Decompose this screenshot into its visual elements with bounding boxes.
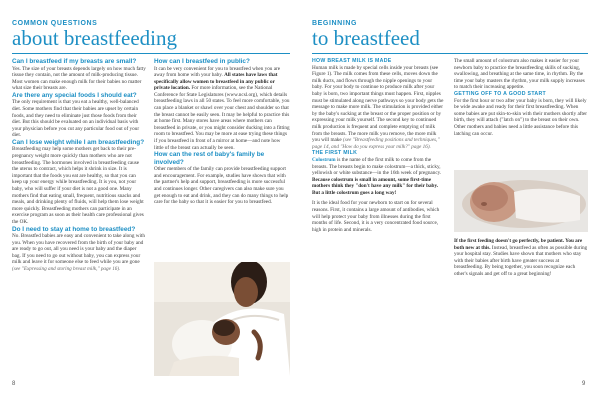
answer-text: The only requirement is that you eat a healthy, well-balanced diet. Some mothers find that their babies are upset by certain foods, and they need to eliminate just those foods from their diet. But this should be evaluated on an individual basis with your physician before you cut any particular food out of your diet. <box>12 99 140 139</box>
body-text: Human milk is made by special cells inside your breasts (see Figure 1). The milk comes from these cells, moves down the milk ducts, and flows through the nipple openings to your baby. For your body to continue to produce milk after your baby is born, two important things must happen. First, nipples must be stimulated along nerve pathways so your body gets the message to make more milk. The stimulation is provided either by the baby's sucking at the breast or the proper position or by expressing your milk yourself. The second key to continued milk production is frequent and complete emptying of milk from the breasts. The more milk you remove, the more milk you will make <box>312 64 444 144</box>
section-heading: THE FIRST MILK <box>312 150 358 157</box>
question-heading: Can I breastfeed if my breasts are small? <box>12 58 137 65</box>
section-heading: HOW BREAST MILK IS MADE <box>312 58 392 64</box>
mother-baby-photo <box>154 262 290 376</box>
left-title: about breastfeeding <box>12 26 178 50</box>
left-page-number: 8 <box>12 381 16 387</box>
emphasis-text: Because colostrum is small in amount, some first-time mothers think they "don't have any milk" for their baby. But a little colostrum goes a long way! <box>312 176 439 196</box>
answer-text: It can be very convenient for you to breastfeed when you are away from home with your baby. <box>154 65 281 79</box>
column-1 <box>12 58 146 376</box>
left-title-rule <box>12 53 290 54</box>
answer-text: Yes. The size of your breasts depends largely on how much fatty tissue they contain, not the amount of milk-producing tissue. Most women can make enough milk for their babies no matter what size their breasts are. <box>12 65 146 92</box>
question-heading: Can I lose weight while I am breastfeeding? <box>12 138 145 146</box>
answer-text: No. Breastfed babies are easy and convenient to take along with you. When you have recovered from the birth of your baby and are ready to go out, all you need is your baby and the diaper bag. If you need to go out without baby, you can express your milk and leave it for someone else to feed while you are gone <box>12 233 145 266</box>
body-text: is the name of the first milk to come from the breasts. The breasts begin to make colostrum—a thick, sticky, yellowish or white substance—in the 16th week of pregnancy. <box>312 156 442 177</box>
column-3 <box>312 58 444 376</box>
right-kicker: BEGINNING <box>312 20 358 27</box>
newborn-illustration <box>454 170 588 232</box>
column-4-tip <box>454 238 588 378</box>
tip-heading: If the first feeding doesn't go perfectly, be patient. You are both new at this. <box>454 238 583 251</box>
answer-text: Other members of the family can provide breastfeeding support and encouragement. For example, studies have shown that with the partner's help and support, breastfeeding is more successful and continues longer. Other caregivers can also make sure you get enough to eat and drink, and they can do many things to help care for the baby so that it is easier for you to breastfeed. <box>154 166 289 206</box>
answer-text: Breastfeeding may help some mothers get back to their pre-pregnancy weight more quickly than mothers who are not breastfeeding. The hormones involved in breastfeeding cause the uterus to contract, which helps it shrink in size. It is important that the foods you eat are healthy, so that you can keep up your energy while breastfeeding. It is you, not your baby, who will suffer if your diet is not a good one. Many mothers find that eating small, frequent, nutritious snacks and meals, and drinking plenty of fluids, will help them lose weight more quickly. Breastfeeding mothers can participate in an exercise program as soon as their health care professional gives the OK. <box>12 146 144 225</box>
body-text: It is the ideal food for your newborn to start on for several reasons. First, it contains a large amount of antibodies, which will help protect your baby from illnesses during the first months of life. Second, it is a very concentrated food source, high in protein and minerals. <box>312 200 440 233</box>
colostrum-term: Colostrum <box>312 156 336 163</box>
right-title: to breastfeed <box>312 26 420 50</box>
left-kicker: COMMON QUESTIONS <box>12 20 98 27</box>
newborn-photo <box>454 170 588 232</box>
page-reference: (see "Expressing and storing breast milk," page 16). <box>12 266 121 273</box>
question-heading: How can I breastfeed in public? <box>154 58 250 65</box>
question-heading: How can the rest of baby's family be involved? <box>154 151 265 166</box>
right-page-number: 9 <box>582 381 586 387</box>
answer-text: For more information, see the National Conference for State Legislatures (www.ncsl.org), which details breastfeeding laws in all 50 states. To feel more comfortable, you can place a blanket or shawl over your chest and shoulder so that the breast cannot be easily seen. It may be helpful to practice this at home first. Many stores have areas where mothers can breastfeed in private, or you might consider ducking into a fitting room to breastfeed. You may be more at ease trying these things if you breastfeed in front of a mirror at home—and note how little of the breast can actually be seen. <box>154 85 290 151</box>
section-heading: GETTING OFF TO A GOOD START <box>454 90 546 97</box>
question-heading: Do I need to stay at home to breastfeed? <box>12 225 136 233</box>
emphasis-text: All states have laws that specifically allow women to breastfeed in any public or private location. <box>154 72 278 92</box>
question-heading: Are there any special foods I should eat? <box>12 91 137 99</box>
column-2 <box>154 58 290 258</box>
body-text: The small amount of colostrum also makes it easier for your newborn baby to practice the breastfeeding skills of sucking, swallowing, and breathing at the same time, in rhythm. By the time your baby masters the rhythm, your milk supply increases to match their increasing appetite. <box>454 58 585 91</box>
mother-baby-illustration <box>154 262 290 376</box>
body-text: Instead, breastfeed as often as possible during your hospital stay. Studies have shown that mothers who stay with their babies after birth have greater success at breastfeeding. By being together, you soon recognize each other's signals and get off to a great beginning! <box>454 244 588 277</box>
page-reference: (see "Breastfeeding positions and techniques," page 14, and "How do you express your milk?" page 16). <box>312 137 440 150</box>
right-title-rule <box>312 53 588 54</box>
body-text: For the first hour or two after your baby is born, they will likely be wide awake and ready for their first breastfeeding. When some babies are put skin-to-skin with their mothers shortly after birth, they will attach ("latch on") to the breast on their own. Other mothers and babies need a little assistance before this latching can occur. <box>454 97 587 137</box>
